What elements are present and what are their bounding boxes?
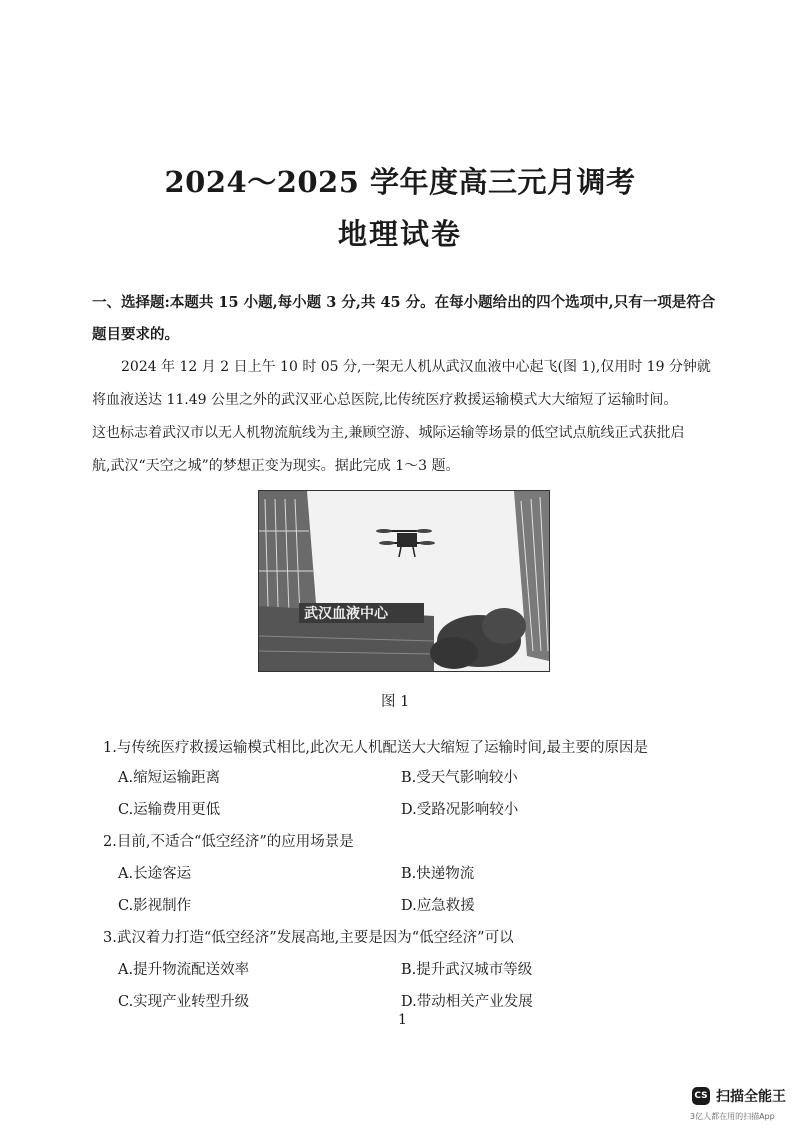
question-2-option-d: D.应急救援 [401,898,475,914]
figure-caption: 图 1 [381,694,410,710]
section-instruction-line-2: 题目要求的。 [92,326,179,343]
passage-line-4: 航,武汉“天空之城”的梦想正变为现实。据此完成 1～3 题。 [92,458,460,474]
subject-title: 地理试卷 [337,217,462,251]
question-3-option-c: C.实现产业转型升级 [118,994,250,1010]
passage-line-1: 2024 年 12 月 2 日上午 10 时 05 分,一架无人机从武汉血液中心起飞(图 1),仅用时 19 分钟就 [121,359,711,375]
sign-text: 武汉血液中心 [304,606,388,622]
question-3-option-d: D.带动相关产业发展 [401,994,533,1010]
watermark-brand: 扫描全能王 [716,1089,786,1105]
page-number: 1 [398,1012,407,1028]
section-instruction-line-1: 一、选择题:本题共 15 小题,每小题 3 分,共 45 分。在每小题给出的四个选项中,只有一项是符合 [92,294,716,311]
question-1-option-b: B.受天气影响较小 [401,770,518,786]
question-3-stem: 3.武汉着力打造“低空经济”发展高地,主要是因为“低空经济”可以 [103,930,514,946]
passage-line-2: 将血液送达 11.49 公里之外的武汉亚心总医院,比传统医疗救援运输模式大大缩短了运输时间。 [92,392,678,408]
watermark-tagline: 3亿人都在用的扫描App [690,1112,775,1121]
question-2-stem: 2.目前,不适合“低空经济”的应用场景是 [103,834,354,850]
question-1-option-d: D.受路况影响较小 [401,802,519,818]
passage-line-3: 这也标志着武汉市以无人机物流航线为主,兼顾空游、城际运输等场景的低空试点航线正式获批启 [92,425,685,441]
question-2-option-b: B.快递物流 [401,866,475,882]
question-2-option-c: C.影视制作 [118,898,192,914]
question-3-option-a: A.提升物流配送效率 [118,962,250,978]
question-1-option-c: C.运输费用更低 [118,802,221,818]
figure-1-drone-photo [258,490,550,672]
exam-title: 2024～2025 学年度高三元月调考 [164,165,636,199]
question-1-option-a: A.缩短运输距离 [118,770,221,786]
question-2-option-a: A.长途客运 [118,866,192,882]
camscanner-logo-icon: CS [692,1087,710,1105]
question-1-stem: 1.与传统医疗救援运输模式相比,此次无人机配送大大缩短了运输时间,最主要的原因是 [103,740,649,756]
question-3-option-b: B.提升武汉城市等级 [401,962,533,978]
drone-photo-illustration [259,491,549,671]
